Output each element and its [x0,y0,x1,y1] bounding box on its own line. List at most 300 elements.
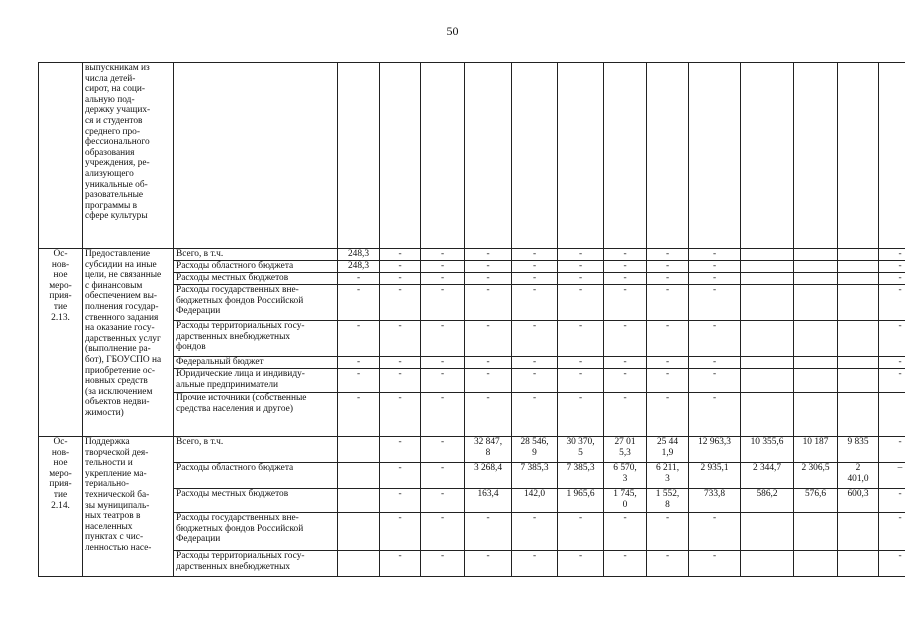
text-line: полнения государ- [85,301,159,312]
text-line: Всего, в т.ч. [176,249,224,259]
value-cell [838,489,879,513]
text-line: Федеральный бюджет [176,357,264,367]
text-line: 600,3 [847,489,869,499]
text-line: - [398,463,402,473]
value-cell [879,463,905,489]
value-cell [338,463,380,489]
text-line: 2.13. [51,312,70,323]
text-line: - [486,321,490,331]
text-line: - [578,285,583,295]
text-line: тие [53,489,68,500]
text-line: 1 552, [655,489,680,499]
value-cell [465,63,512,249]
text-line: - [440,393,445,403]
value-cell [558,551,604,577]
text-line: бот), ГБОУСПО на [85,354,162,365]
text-line: 8 [665,499,670,510]
value-cell [647,249,689,261]
value-cell [558,489,604,513]
value-cell [421,437,465,463]
value-cell [794,321,838,357]
measure-label [39,437,83,577]
value-cell [689,273,741,285]
text-line: 5 [578,447,583,458]
value-cell [879,249,905,261]
value-cell [838,63,879,249]
budget-table [38,62,905,577]
text-line: - [578,513,583,523]
text-line: - [578,393,583,403]
value-cell [465,437,512,463]
source-cell [174,513,338,551]
text-line: Расходы местных бюджетов [176,273,289,283]
text-line: - [486,393,490,403]
text-line: - [532,321,537,331]
text-line: - [532,551,537,561]
text-line: Прочие источники (собственные [176,393,307,403]
value-cell [421,489,465,513]
text-line: - [578,261,583,271]
text-line: ственного задания [85,312,159,323]
value-cell [689,249,741,261]
text-line: 733,8 [703,489,726,499]
value-cell [512,261,558,273]
value-cell [838,393,879,437]
value-cell [380,249,421,261]
value-cell [647,463,689,489]
text-line: 142,0 [523,489,546,499]
text-line: 32 847, [473,437,503,447]
value-cell [838,551,879,577]
text-line: программы в [85,200,138,211]
text-line: - [898,249,902,259]
value-cell [604,369,647,393]
value-cell [647,513,689,551]
value-cell [604,463,647,489]
text-line: Всего, в т.ч. [176,437,224,447]
text-line: - [440,249,445,259]
value-cell [689,285,741,321]
text-line: - [532,249,537,259]
value-cell [465,369,512,393]
text-line: 7 385,3 [566,463,595,473]
value-cell [689,63,741,249]
text-line: - [623,285,627,295]
value-cell [380,393,421,437]
value-cell [380,463,421,489]
value-cell [794,463,838,489]
text-line: - [578,369,583,379]
text-line: - [440,551,445,561]
value-cell [879,357,905,369]
value-cell [604,249,647,261]
text-line: - [356,393,361,403]
value-cell [838,261,879,273]
source-cell [174,393,338,437]
value-cell [338,393,380,437]
text-line: среднего про- [85,126,140,137]
text-line: - [398,551,402,561]
measure-label [39,249,83,437]
value-cell [741,273,794,285]
value-cell [512,513,558,551]
source-cell [174,261,338,273]
value-cell [338,273,380,285]
text-line: - [440,489,445,499]
text-line: Ос- [53,437,68,447]
text-line: - [356,369,361,379]
value-cell [794,63,838,249]
text-line: - [898,285,902,295]
text-line: - [486,357,490,367]
value-cell [465,551,512,577]
value-cell [338,369,380,393]
value-cell [465,463,512,489]
text-line: - [712,369,717,379]
text-line: - [578,357,583,367]
value-cell [794,551,838,577]
value-cell [741,437,794,463]
text-line: пунктах с чис- [85,532,144,543]
value-cell [338,249,380,261]
text-line: - [440,261,445,271]
value-cell [741,285,794,321]
value-cell [465,321,512,357]
value-cell [647,285,689,321]
value-cell [794,489,838,513]
text-line: Расходы территориальных госу- [176,321,305,331]
text-line: жимости) [85,407,124,418]
text-line: 9 835 [847,437,869,447]
value-cell [465,285,512,321]
text-line: - [665,273,670,283]
value-cell [465,393,512,437]
text-line: сирот, на соци- [85,84,146,95]
value-cell [338,321,380,357]
text-line: 248,3 [347,261,370,271]
text-line: фессионального [85,137,150,148]
text-line: - [623,513,627,523]
value-cell [794,285,838,321]
table-row [39,249,905,261]
value-cell [380,321,421,357]
value-cell [338,261,380,273]
text-line: - [623,357,627,367]
text-line: - [532,513,537,523]
text-line: 10 187 [802,437,829,447]
text-line: - [623,321,627,331]
value-cell [512,463,558,489]
text-line: ное [53,270,68,281]
source-cell [174,551,338,577]
text-line: ленностью насе- [85,542,152,553]
value-cell [558,249,604,261]
text-line: 1,9 [661,447,674,458]
text-line: укрепление ма- [85,468,147,479]
measure-cell [39,63,83,249]
measure-description [83,437,174,577]
text-line: 6 211, [655,463,680,473]
text-line: - [898,369,902,379]
text-line: - [898,261,902,271]
value-cell [879,551,905,577]
text-line: меро- [49,468,72,479]
text-line: Ос- [53,249,68,259]
text-line: - [712,285,717,295]
value-cell [647,369,689,393]
text-line: альные предприниматели [176,379,279,390]
text-line: 2 [855,463,861,473]
text-line: - [665,551,670,561]
text-line: - [398,261,402,271]
text-line: тельности и [85,458,133,469]
text-line: держку учащих- [85,105,151,116]
text-line: 3 [622,473,628,484]
text-line: Расходы государственных вне- [176,513,299,523]
text-line: - [898,357,902,367]
text-line: технической ба- [85,489,150,500]
text-line: творческой дея- [85,447,149,458]
text-line: прия- [49,291,72,302]
value-cell [604,513,647,551]
source-cell [174,369,338,393]
text-line: учреждения, ре- [85,158,150,169]
value-cell [689,369,741,393]
text-line: населенных [85,521,133,532]
value-cell [741,489,794,513]
text-line: - [578,551,583,561]
text-line: 3 268,4 [473,463,503,473]
text-line: - [440,463,445,473]
text-line: Федерации [176,534,221,545]
text-line: - [532,261,537,271]
text-line: - [665,285,670,295]
text-line: - [356,273,361,283]
text-line: - [578,249,583,259]
value-cell [604,261,647,273]
text-line: - [712,273,717,283]
value-cell [338,357,380,369]
value-cell [512,489,558,513]
text-line: образования [85,147,135,158]
text-line: - [532,273,537,283]
text-line: меро- [49,280,72,291]
text-line: новных средств [85,376,148,387]
value-cell [879,369,905,393]
text-line: - [665,357,670,367]
text-line: ализующего [85,168,134,179]
value-cell [558,437,604,463]
text-line: 2 306,5 [801,463,830,473]
value-cell [689,463,741,489]
text-line: 401,0 [847,473,869,484]
value-cell [647,489,689,513]
text-line: тие [53,301,68,312]
text-line: - [398,369,402,379]
text-line: - [398,321,402,331]
value-cell [689,437,741,463]
value-cell [421,357,465,369]
text-line: - [486,285,490,295]
value-cell [512,285,558,321]
value-cell [338,437,380,463]
text-line: ное [53,458,68,469]
value-cell [689,261,741,273]
value-cell [380,273,421,285]
value-cell [689,513,741,551]
value-cell [604,489,647,513]
text-line: - [398,437,402,447]
text-line: - [486,513,490,523]
text-line: - [486,369,490,379]
value-cell [380,63,421,249]
text-line: 30 370, [566,437,595,447]
text-line: дарственных внебюджетных [176,561,291,572]
value-cell [838,357,879,369]
text-line: - [398,285,402,295]
value-cell [558,63,604,249]
value-cell [512,273,558,285]
text-line: фондов [176,342,206,353]
value-cell [465,513,512,551]
value-cell [604,551,647,577]
value-cell [465,261,512,273]
text-line: средства населения и другое) [176,403,293,414]
value-cell [741,463,794,489]
text-line: числа детей- [85,73,136,84]
value-cell [380,261,421,273]
text-line: 8 [485,447,491,458]
text-line: - [665,321,670,331]
value-cell [604,321,647,357]
text-line: разовательные [85,190,144,201]
text-line: - [356,285,361,295]
text-line: - [440,437,445,447]
text-line: 25 44 [656,437,679,447]
text-line: дарственных внебюджетных [176,331,291,342]
value-cell [604,437,647,463]
text-line: 2 935,1 [700,463,729,473]
text-line: 248,3 [347,249,370,259]
text-line: - [486,273,490,283]
value-cell [512,551,558,577]
text-line: - [623,249,627,259]
value-cell [421,63,465,249]
value-cell [879,285,905,321]
text-line: на оказание госу- [85,323,155,334]
text-line: - [623,261,627,271]
value-cell [338,551,380,577]
source-cell [174,463,338,489]
text-line: 9 [532,447,537,458]
value-cell [741,249,794,261]
value-cell [647,437,689,463]
value-cell [380,513,421,551]
source-cell [174,321,338,357]
text-line: обеспечением вы- [85,291,158,302]
text-line: 28 546, [520,437,549,447]
text-line: нов- [51,447,70,458]
value-cell [604,357,647,369]
source-cell [174,249,338,261]
value-cell [421,249,465,261]
value-cell [838,369,879,393]
value-cell [689,393,741,437]
text-line: - [665,513,670,523]
value-cell [689,551,741,577]
text-line: - [398,513,402,523]
value-cell [647,273,689,285]
value-cell [838,437,879,463]
value-cell [838,273,879,285]
value-cell [741,369,794,393]
value-cell [794,369,838,393]
text-line: - [898,321,902,331]
text-line: – [897,463,903,473]
source-cell [174,63,338,249]
value-cell [741,63,794,249]
value-cell [741,513,794,551]
page-number: 50 [446,24,459,38]
text-line: (выполнение ра- [85,344,151,355]
value-cell [558,369,604,393]
text-line: цели, не связанные [85,270,162,281]
text-line: Расходы государственных вне- [176,285,299,295]
value-cell [380,489,421,513]
value-cell [338,513,380,551]
value-cell [838,463,879,489]
value-cell [838,321,879,357]
source-cell [174,285,338,321]
value-cell [338,63,380,249]
text-line: - [356,357,361,367]
value-cell [741,261,794,273]
value-cell [879,393,905,437]
text-line: 2 344,7 [752,463,782,473]
value-cell [421,369,465,393]
value-cell [558,285,604,321]
value-cell [512,321,558,357]
text-line: прия- [49,479,72,490]
text-line: - [486,261,490,271]
text-line: - [532,357,537,367]
text-line: - [532,393,537,403]
value-cell [558,393,604,437]
text-line: - [440,357,445,367]
text-line: сфере культуры [85,211,148,222]
text-line: ных театров в [85,511,141,522]
source-cell [174,437,338,463]
text-line: Предоставление [85,249,151,259]
value-cell [604,63,647,249]
description-cell [83,63,174,249]
text-line: бюджетных фондов Российской [176,295,304,306]
value-cell [879,321,905,357]
value-cell [879,437,905,463]
text-line: - [398,357,402,367]
text-line: субсидии на иные [85,259,157,270]
text-line: - [398,393,402,403]
value-cell [647,393,689,437]
value-cell [794,273,838,285]
value-cell [689,357,741,369]
value-cell [380,369,421,393]
measure-description [83,249,174,437]
text-line: нов- [51,259,70,270]
table-row [39,63,905,249]
text-line: Расходы областного бюджета [176,261,294,271]
value-cell [647,551,689,577]
